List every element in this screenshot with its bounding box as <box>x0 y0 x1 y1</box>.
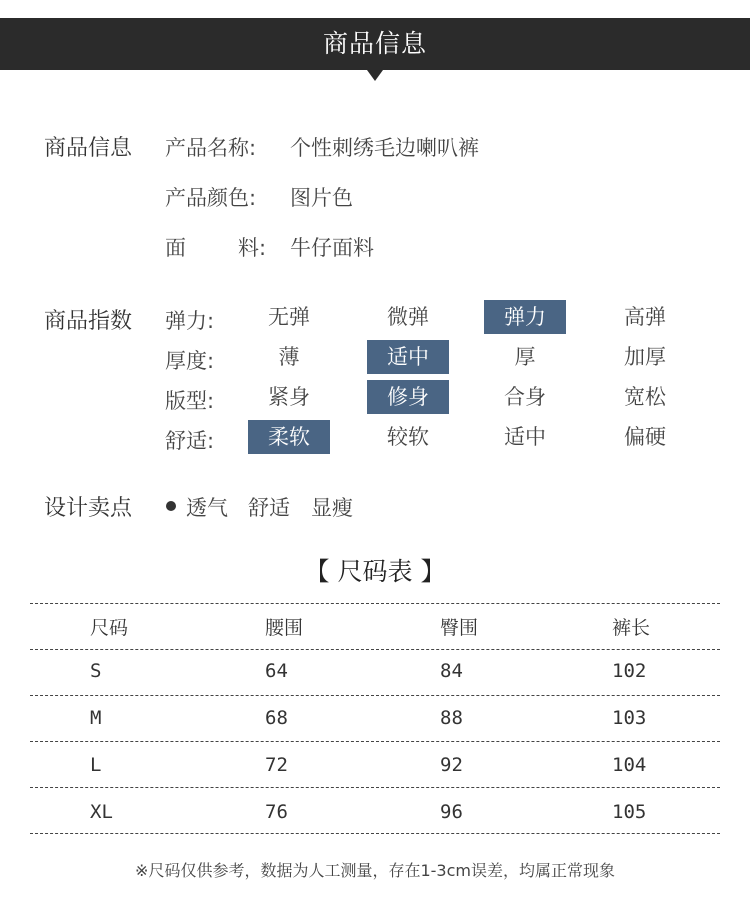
table-divider <box>30 649 720 650</box>
index-label: 弹力: <box>165 309 215 333</box>
table-divider <box>30 695 720 696</box>
selling-point-item: 显瘦 <box>311 496 353 520</box>
table-cell: 92 <box>440 754 463 776</box>
selling-point-item: 透气 <box>186 496 228 520</box>
index-option: 适中 <box>504 425 546 449</box>
table-header-cell: 尺码 <box>90 617 129 639</box>
table-header-cell: 裤长 <box>612 617 651 639</box>
table-cell: 72 <box>265 754 288 776</box>
table-cell: 68 <box>265 707 288 729</box>
table-cell: M <box>90 707 102 729</box>
index-option: 宽松 <box>624 385 666 409</box>
section-label-product-index: 商品指数 <box>44 309 133 334</box>
index-label: 厚度: <box>165 349 215 373</box>
table-cell: 103 <box>612 707 647 729</box>
index-option: 薄 <box>278 345 300 369</box>
table-cell: 102 <box>612 660 647 682</box>
table-cell: S <box>90 660 102 682</box>
table-header-cell: 腰围 <box>265 617 304 639</box>
header-banner <box>0 18 750 70</box>
table-cell: L <box>90 754 102 776</box>
index-option: 高弹 <box>624 305 666 329</box>
info-label-name: 产品名称: <box>165 136 257 160</box>
table-cell: 96 <box>440 801 463 823</box>
size-chart-title: 【 尺码表 】 <box>304 557 446 586</box>
header-arrow-icon <box>367 70 383 81</box>
header-title: 商品信息 <box>322 29 427 58</box>
info-value-color: 图片色 <box>290 186 353 210</box>
selling-point-item: 舒适 <box>248 496 290 520</box>
index-option: 无弹 <box>268 305 310 329</box>
index-option-selected: 修身 <box>367 380 449 414</box>
size-footnote: ※尺码仅供参考，数据为人工测量，存在1-3cm误差，均属正常现象 <box>135 861 615 880</box>
table-cell: 104 <box>612 754 647 776</box>
table-cell: 64 <box>265 660 288 682</box>
info-label-material-a: 面 <box>165 236 186 260</box>
info-label-color: 产品颜色: <box>165 186 257 210</box>
table-cell: 88 <box>440 707 463 729</box>
table-cell: 105 <box>612 801 647 823</box>
bullet-dot-icon <box>166 501 176 511</box>
index-option: 较软 <box>387 425 429 449</box>
index-option: 微弹 <box>387 305 429 329</box>
table-cell: 76 <box>265 801 288 823</box>
index-option: 厚 <box>514 345 536 369</box>
index-option-selected: 柔软 <box>248 420 330 454</box>
table-cell: XL <box>90 801 113 823</box>
table-cell: 84 <box>440 660 463 682</box>
section-label-product-info: 商品信息 <box>44 136 133 161</box>
index-option-selected: 弹力 <box>484 300 566 334</box>
info-label-material-b: 料: <box>238 236 267 260</box>
index-label: 版型: <box>165 389 215 413</box>
table-divider <box>30 787 720 788</box>
info-value-material: 牛仔面料 <box>290 236 374 260</box>
section-label-selling-points: 设计卖点 <box>44 496 133 521</box>
index-option: 加厚 <box>624 345 666 369</box>
index-label: 舒适: <box>165 429 215 453</box>
index-option: 合身 <box>504 385 546 409</box>
index-option: 偏硬 <box>624 425 666 449</box>
table-divider <box>30 741 720 742</box>
table-divider <box>30 603 720 604</box>
table-header-cell: 臀围 <box>440 617 479 639</box>
table-divider <box>30 833 720 834</box>
info-value-name: 个性刺绣毛边喇叭裤 <box>290 136 479 160</box>
index-option: 紧身 <box>268 385 310 409</box>
index-option-selected: 适中 <box>367 340 449 374</box>
